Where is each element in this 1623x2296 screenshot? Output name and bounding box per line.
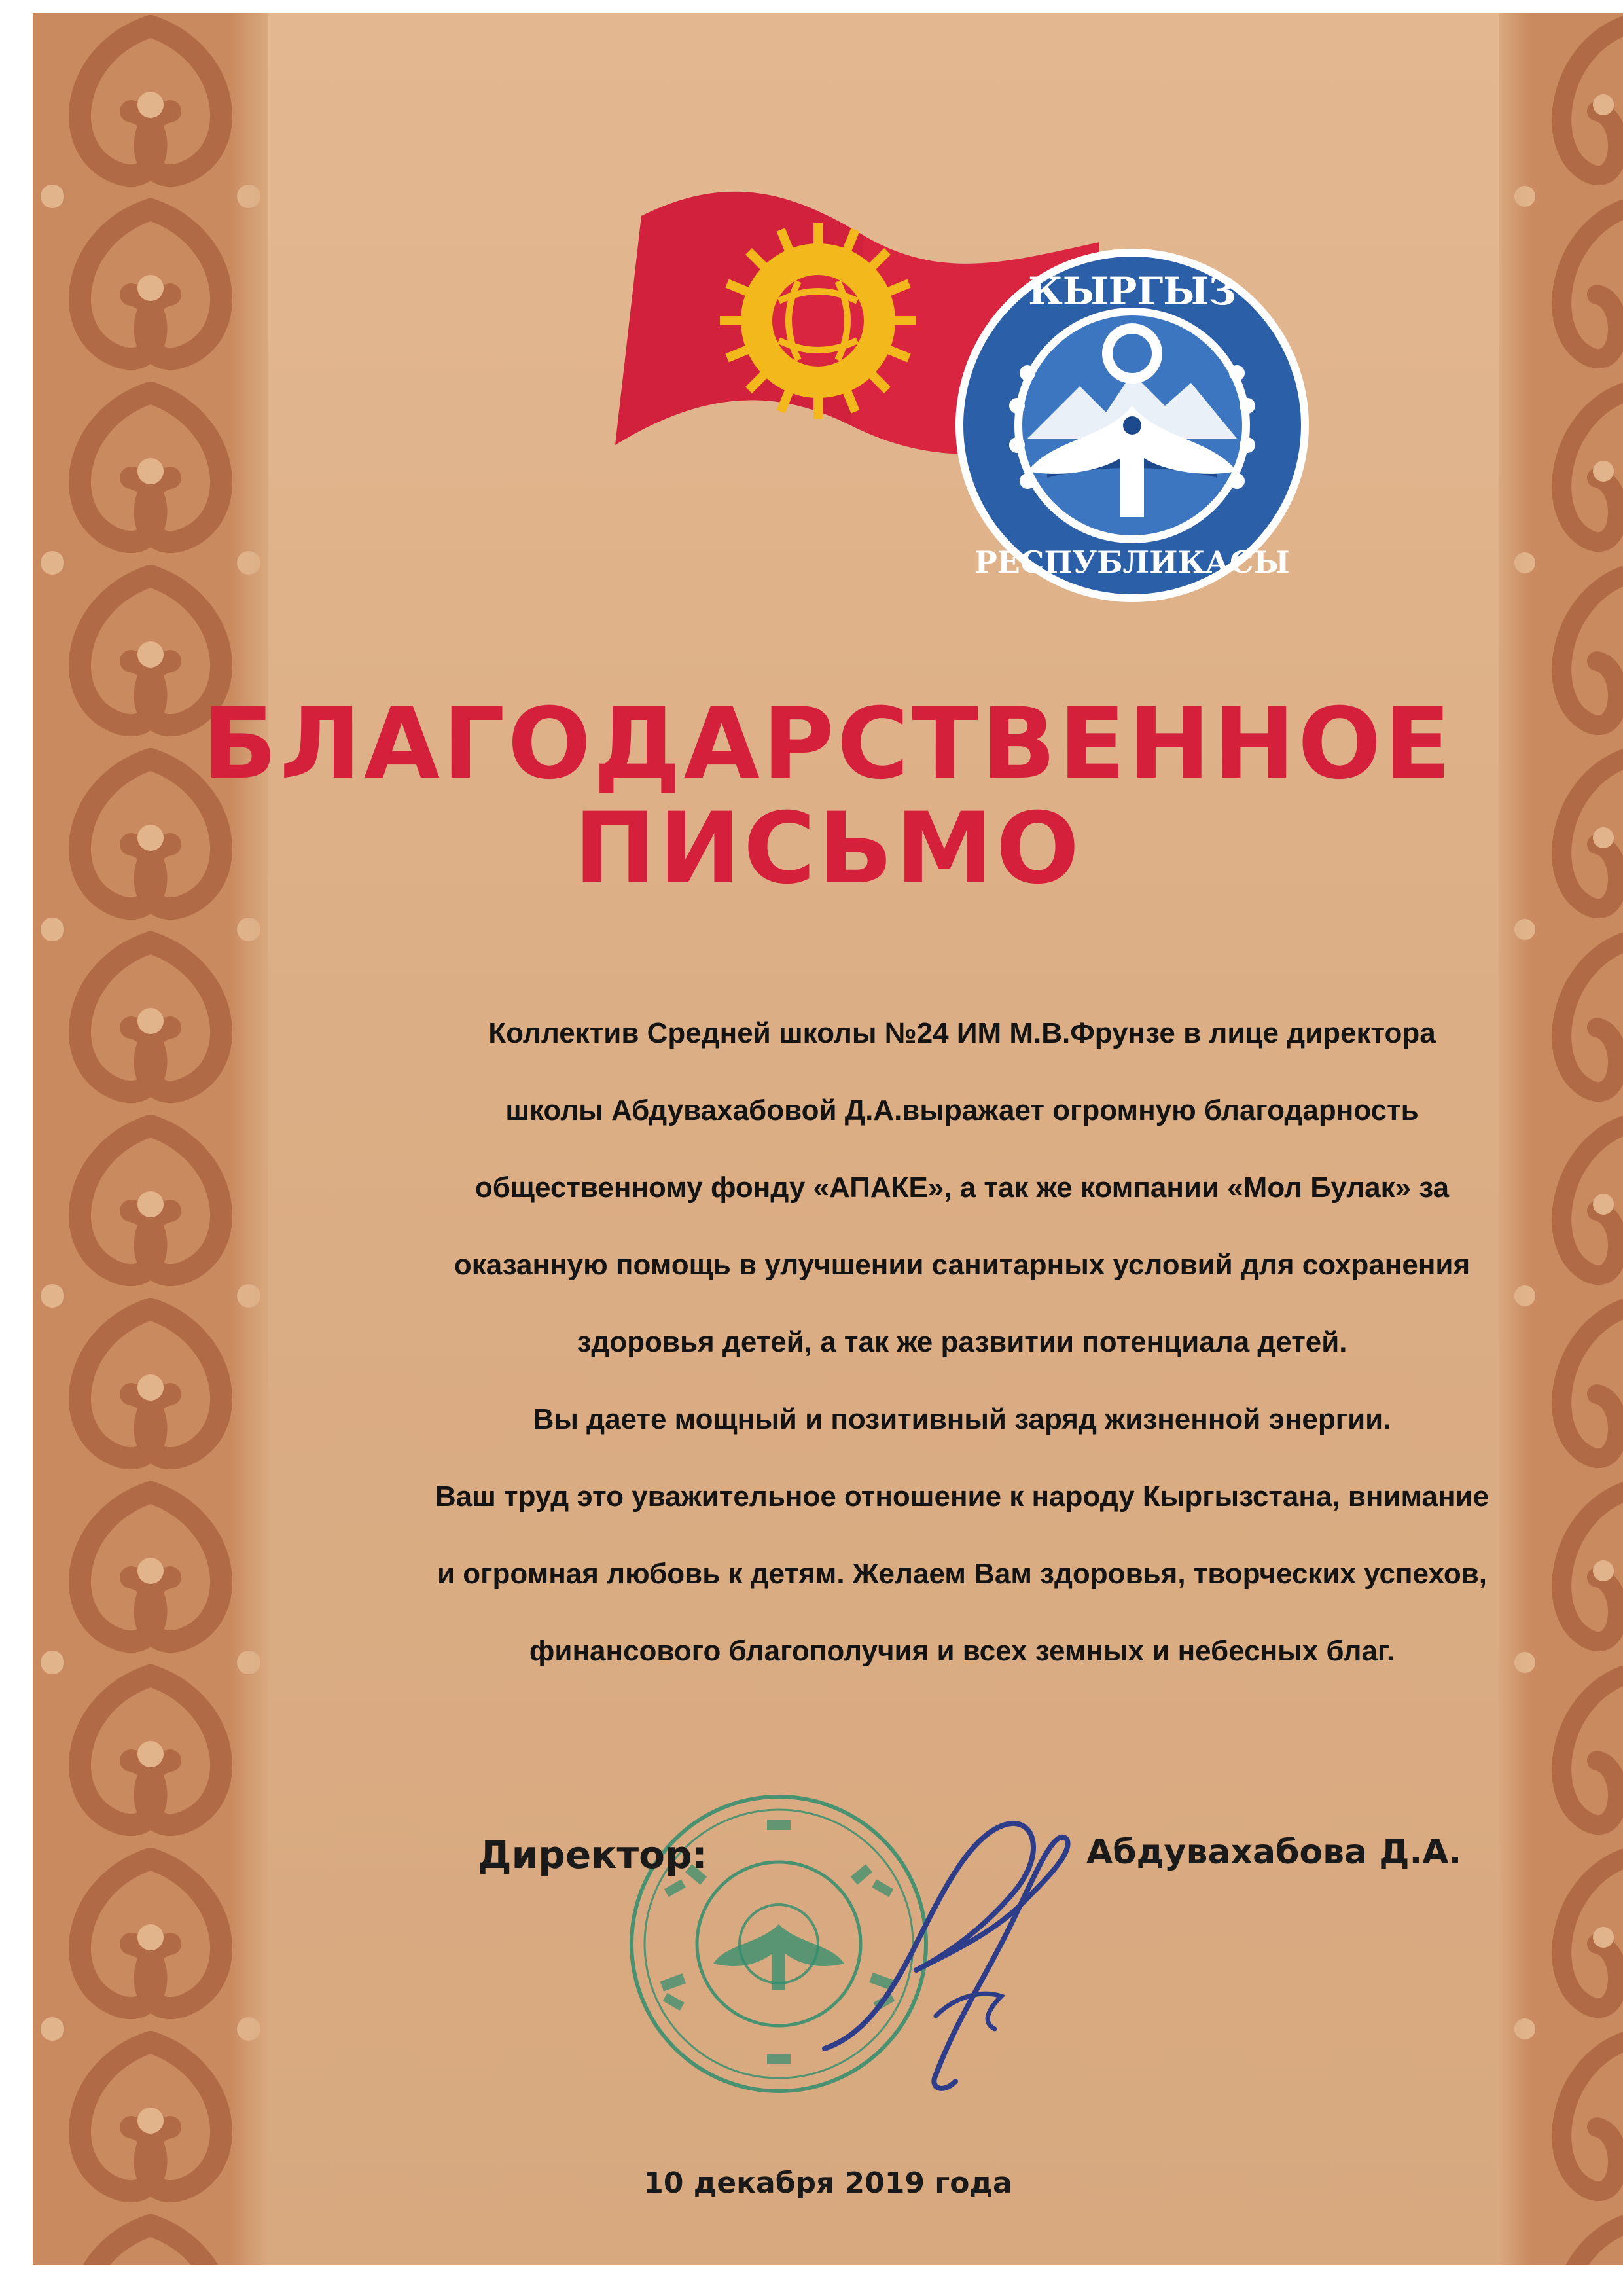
body-line: Коллектив Средней школы №24 ИМ М.В.Фрунзе в лице директора <box>488 1017 1436 1049</box>
title-line-1: БЛАГОДАРСТВЕННОЕ <box>202 687 1454 801</box>
title-line-2: ПИСЬМО <box>573 792 1082 906</box>
body-line: Ваш труд это уважительное отношение к народу Кыргызстана, внимание <box>435 1480 1489 1513</box>
body-line: общественному фонду «АПАКЕ», а так же компании «Мол Булак» за <box>474 1172 1450 1204</box>
signature-block <box>33 1780 1623 2108</box>
certificate-sheet <box>33 13 1623 2265</box>
document-date: 10 декабря 2019 года <box>643 2166 1012 2200</box>
body-line: финансового благополучия и всех земных и небесных благ. <box>529 1635 1395 1667</box>
signature-icon <box>785 1800 1099 2108</box>
director-name: Абдувахабова Д.А. <box>1086 1833 1462 1872</box>
director-label: Директор: <box>478 1833 707 1877</box>
body-line: здоровья детей, а так же развитии потенциала детей. <box>577 1326 1347 1358</box>
certificate-content <box>33 13 1623 2265</box>
emblem-top-text: КЫРГЫЗ <box>1028 269 1236 314</box>
body-text <box>373 995 1551 1690</box>
body-line: школы Абдувахабовой Д.А.выражает огромную благодарность <box>505 1094 1419 1126</box>
body-line: Вы даете мощный и позитивный заряд жизненной энергии. <box>533 1403 1391 1435</box>
emblem-bottom-text: РЕСПУБЛИКАСЫ <box>974 545 1290 580</box>
body-line: оказанную помощь в улучшении санитарных условий для сохранения <box>454 1249 1471 1281</box>
body-line: и огромная любовь к детям. Желаем Вам здоровья, творческих успехов, <box>437 1558 1487 1590</box>
kyrgyz-emblem-icon <box>949 242 1315 609</box>
